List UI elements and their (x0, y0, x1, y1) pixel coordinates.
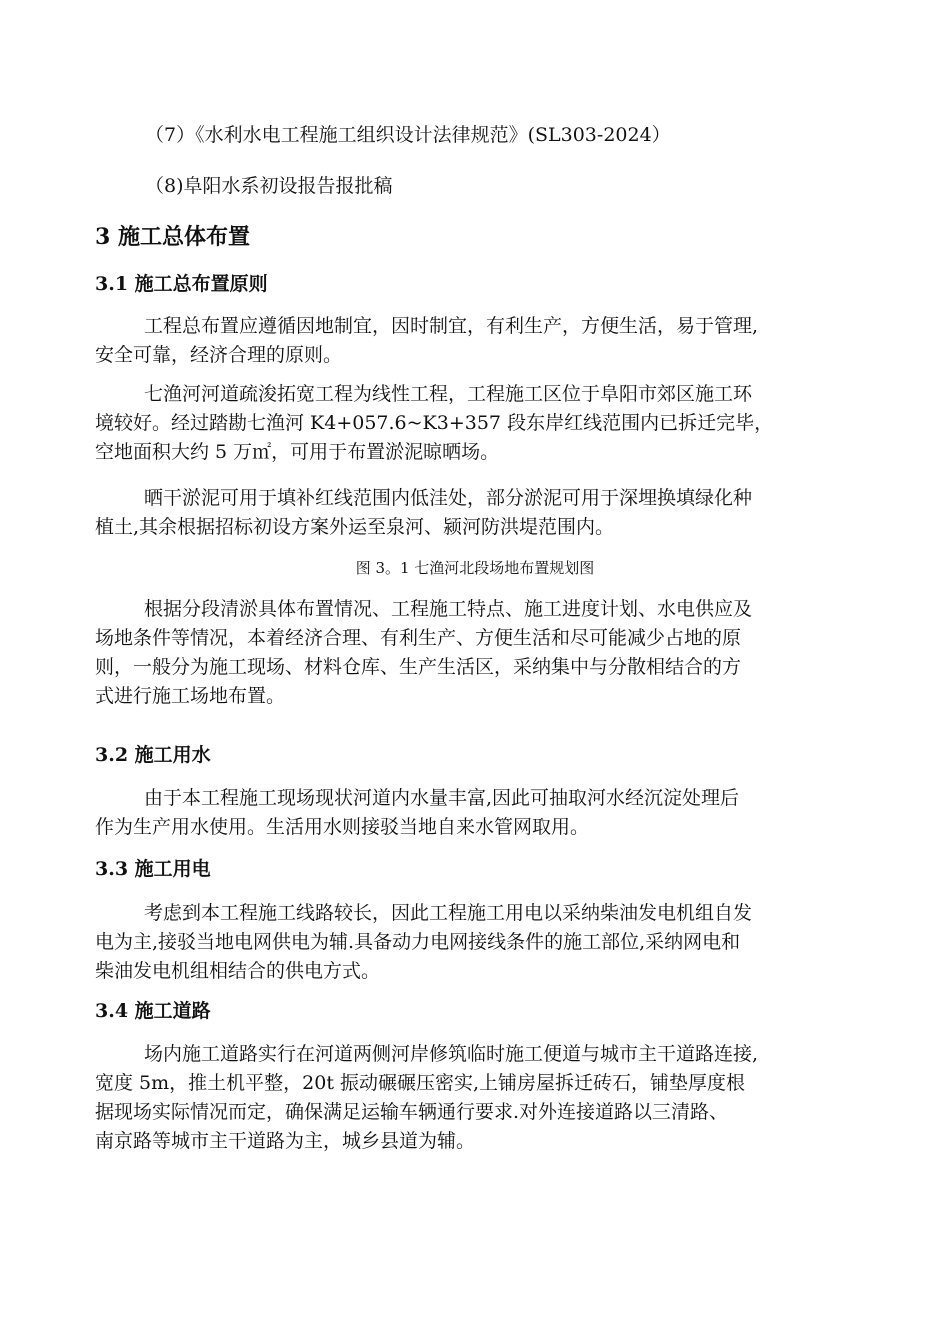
paragraph-layout-principles (95, 312, 865, 370)
reference-item-7: （7）《水利水电工程施工组织设计法律规范》(SL303-2024） (145, 124, 671, 146)
paragraph-line: 南京路等城市主干道路为主，城乡县道为辅。 (95, 1130, 476, 1152)
subsection-heading-3-3: 3.3 施工用电 (95, 858, 211, 880)
paragraph-line: 考虑到本工程施工线路较长，因此工程施工用电以采纳柴油发电机组自发 (144, 902, 753, 924)
paragraph-line: 由于本工程施工现场现状河道内水量丰富,因此可抽取河水经沉淀处理后 (144, 787, 740, 809)
subsection-heading-3-2: 3.2 施工用水 (95, 744, 211, 766)
subsection-heading-3-4: 3.4 施工道路 (95, 1000, 211, 1022)
paragraph-line: 七渔河河道疏浚拓宽工程为线性工程，工程施工区位于阜阳市郊区施工环 (144, 383, 753, 405)
paragraph-line: 据现场实际情况而定，确保满足运输车辆通行要求.对外连接道路以三清路、 (95, 1101, 729, 1123)
figure-caption: 图 3。1 七渔河北段场地布置规划图 (355, 559, 595, 577)
section-title: 3 施工总体布置 (95, 224, 250, 250)
paragraph-line: 工程总布置应遵循因地制宜，因时制宜，有利生产，方便生活，易于管理, (144, 315, 759, 337)
paragraph-line: 则，一般分为施工现场、材料仓库、生产生活区，采纳集中与分散相结合的方 (95, 656, 742, 678)
paragraph-water-supply (95, 784, 865, 842)
paragraph-line: 宽度 5m，推土机平整，20t 振动碾碾压密实,上铺房屋拆迁砖石，铺垫厚度根 (95, 1072, 746, 1094)
reference-item-8: （8)阜阳水系初设报告报批稿 (145, 175, 393, 197)
paragraph-line: 植土,其余根据招标初设方案外运至泉河、颍河防洪堤范围内。 (95, 516, 615, 538)
paragraph-line: 电为主,接驳当地电网供电为辅.具备动力电网接线条件的施工部位,采纳网电和 (95, 931, 741, 953)
paragraph-line: 作为生产用水使用。生活用水则接驳当地自来水管网取用。 (95, 816, 590, 838)
paragraph-line: 柴油发电机组相结合的供电方式。 (95, 960, 381, 982)
paragraph-line: 安全可靠，经济合理的原则。 (95, 344, 343, 366)
paragraph-line: 晒干淤泥可用于填补红线范围内低洼处，部分淤泥可用于深埋换填绿化种 (144, 487, 753, 509)
paragraph-power-supply (95, 899, 865, 986)
paragraph-line: 场内施工道路实行在河道两侧河岸修筑临时施工便道与城市主干道路连接, (144, 1043, 759, 1065)
paragraph-silt-usage (95, 484, 865, 542)
paragraph-line: 根据分段清淤具体布置情况、工程施工特点、施工进度计划、水电供应及 (144, 598, 753, 620)
paragraph-line: 空地面积大约 5 万㎡，可用于布置淤泥晾晒场。 (95, 441, 500, 463)
paragraph-project-site (95, 380, 865, 467)
paragraph-line: 式进行施工场地布置。 (95, 685, 286, 707)
paragraph-line: 场地条件等情况，本着经济合理、有利生产、方便生活和尽可能减少占地的原 (95, 627, 742, 649)
paragraph-site-arrangement (95, 595, 865, 711)
subsection-heading-3-1: 3.1 施工总布置原则 (95, 273, 268, 295)
paragraph-line: 境较好。经过踏勘七渔河 K4+057.6~K3+357 段东岸红线范围内已拆迁完毕， (95, 412, 774, 434)
paragraph-construction-roads (95, 1040, 865, 1156)
